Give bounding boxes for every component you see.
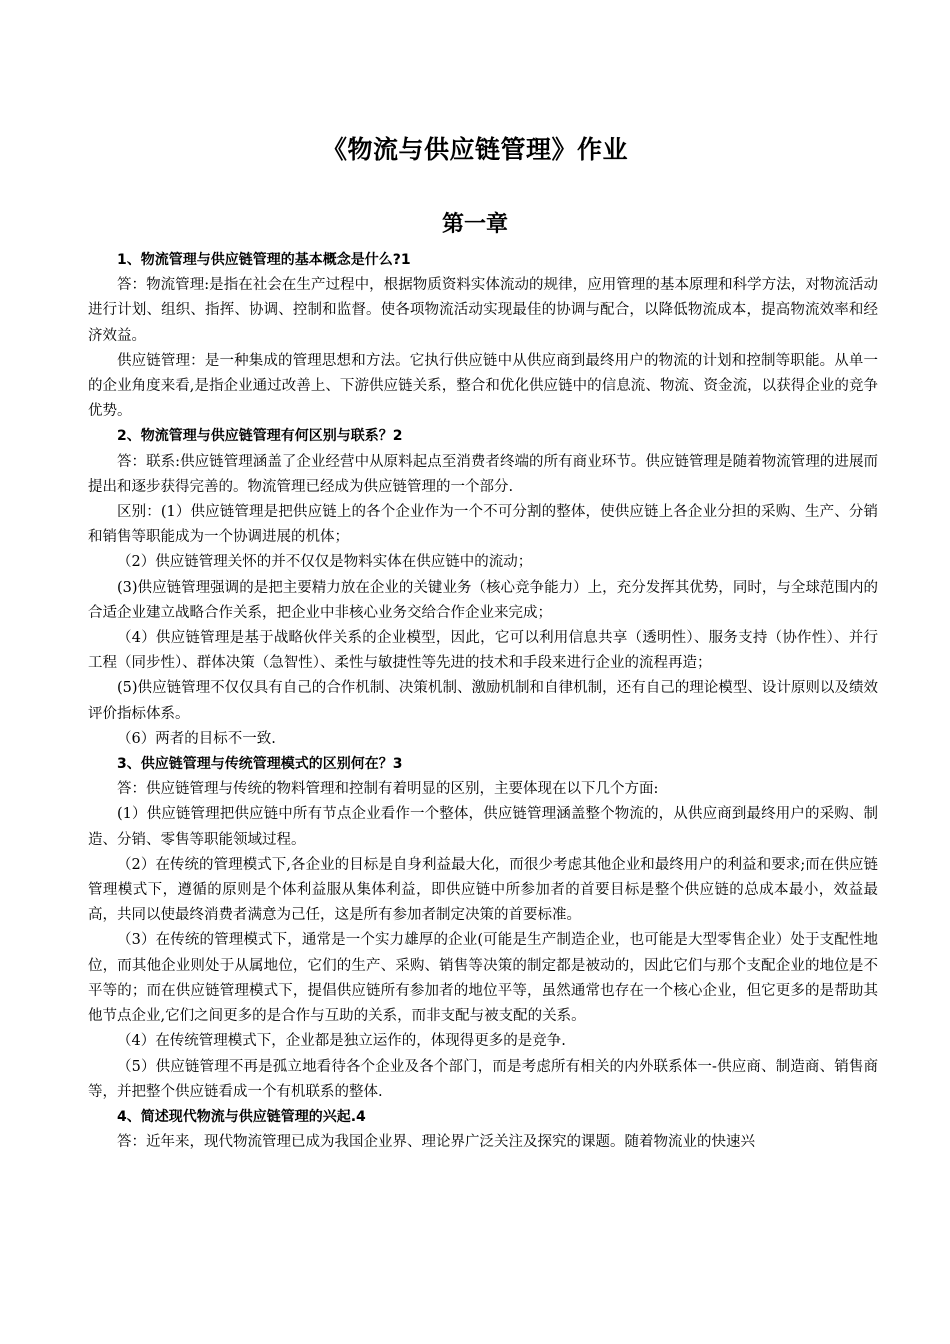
- body-paragraph: (1）供应链管理把供应链中所有节点企业看作一个整体，供应链管理涵盖整个物流的，从供应商到最终用户的采购、制造、分销、零售等职能领域过程。: [88, 806, 878, 848]
- question-heading: 4、简述现代物流与供应链管理的兴起.4: [117, 1108, 366, 1125]
- body-paragraph: (3)供应链管理强调的是把主要精力放在企业的关键业务（核心竞争能力）上，充分发挥其优势，同时，与全球范围内的合适企业建立战略合作关系，把企业中非核心业务交给合作企业来完成；: [88, 579, 878, 621]
- question-heading: 2、物流管理与供应链管理有何区别与联系？2: [117, 428, 403, 445]
- body-paragraph: （3）在传统的管理模式下，通常是一个实力雄厚的企业(可能是生产制造企业，也可能是大型零售企业）处于支配性地位，而其他企业则处于从属地位，它们的生产、采购、销售等决策的制定都是被动的，因此它们与那个支配企业的地位是不平等的；而在供应链管理模式下，提倡供应链所有参加者的地位平等，虽然通常也存在一个核心企业，但它更多的是帮助其他节点企业,它们之间更多的是合作与互助的关系，而非支配与被支配的关系。: [88, 932, 878, 1025]
- body-paragraph: （2）在传统的管理模式下,各企业的目标是自身利益最大化，而很少考虑其他企业和最终用户的利益和要求;而在供应链管理模式下，遵循的原则是个体利益服从集体利益，即供应链中所参加者的首要目标是整个供应链的总成本最小，效益最高，共同以使最终消费者满意为己任，这是所有参加者制定决策的首要标准。: [88, 856, 878, 924]
- question-heading: 3、供应链管理与传统管理模式的区别何在？3: [117, 756, 403, 773]
- body-paragraph: （5）供应链管理不再是孤立地看待各个企业及各个部门，而是考虑所有相关的内外联系体一-供应商、制造商、销售商等，并把整个供应链看成一个有机联系的整体.: [88, 1058, 878, 1100]
- body-paragraph: (5)供应链管理不仅仅具有自己的合作机制、决策机制、激励机制和自律机制，还有自己的理论模型、设计原则以及绩效评价指标体系。: [88, 680, 878, 722]
- body-paragraph: 答：近年来，现代物流管理已成为我国企业界、理论界广泛关注及探究的课题。随着物流业的快速兴: [117, 1134, 755, 1151]
- body-paragraph: （2）供应链管理关怀的并不仅仅是物料实体在供应链中的流动；: [117, 554, 533, 571]
- document-title: 《物流与供应链管理》作业: [321, 135, 628, 164]
- body-paragraph: 答：供应链管理与传统的物料管理和控制有着明显的区别，主要体现在以下几个方面:: [117, 781, 659, 798]
- question-heading: 1、物流管理与供应链管理的基本概念是什么?1: [117, 252, 411, 268]
- body-paragraph: 答：联系:供应链管理涵盖了企业经营中从原料起点至消费者终端的所有商业环节。供应链管理是随着物流管理的进展而提出和逐步获得完善的。物流管理已经成为供应链管理的一个部分.: [88, 453, 878, 495]
- chapter-heading: 第一章: [441, 212, 508, 237]
- body-paragraph: 供应链管理：是一种集成的管理思想和方法。它执行供应链中从供应商到最终用户的物流的计划和控制等职能。从单一的企业角度来看,是指企业通过改善上、下游供应链关系，整合和优化供应链中的信息流、物流、资金流，以获得企业的竞争优势。: [88, 352, 878, 420]
- body-paragraph: 区别：(1）供应链管理是把供应链上的各个企业作为一个不可分割的整体，使供应链上各企业分担的采购、生产、分销和销售等职能成为一个协调进展的机体；: [88, 504, 878, 546]
- body-paragraph: 答：物流管理:是指在社会在生产过程中，根据物质资料实体流动的规律，应用管理的基本原理和科学方法，对物流活动进行计划、组织、指挥、协调、控制和监督。使各项物流活动实现最佳的协调与配合，以降低物流成本，提高物流效率和经济效益。: [88, 277, 878, 344]
- body-paragraph: （4）在传统管理模式下，企业都是独立运作的，体现得更多的是竞争.: [117, 1033, 566, 1050]
- document-body: [88, 248, 878, 1155]
- body-paragraph: （4）供应链管理是基于战略伙伴关系的企业模型，因此，它可以利用信息共享（透明性）、服务支持（协作性）、并行工程（同步性）、群体决策（急智性）、柔性与敏捷性等先进的技术和手段来进行企业的流程再造；: [88, 630, 878, 672]
- body-paragraph: （6）两者的目标不一致.: [117, 730, 276, 747]
